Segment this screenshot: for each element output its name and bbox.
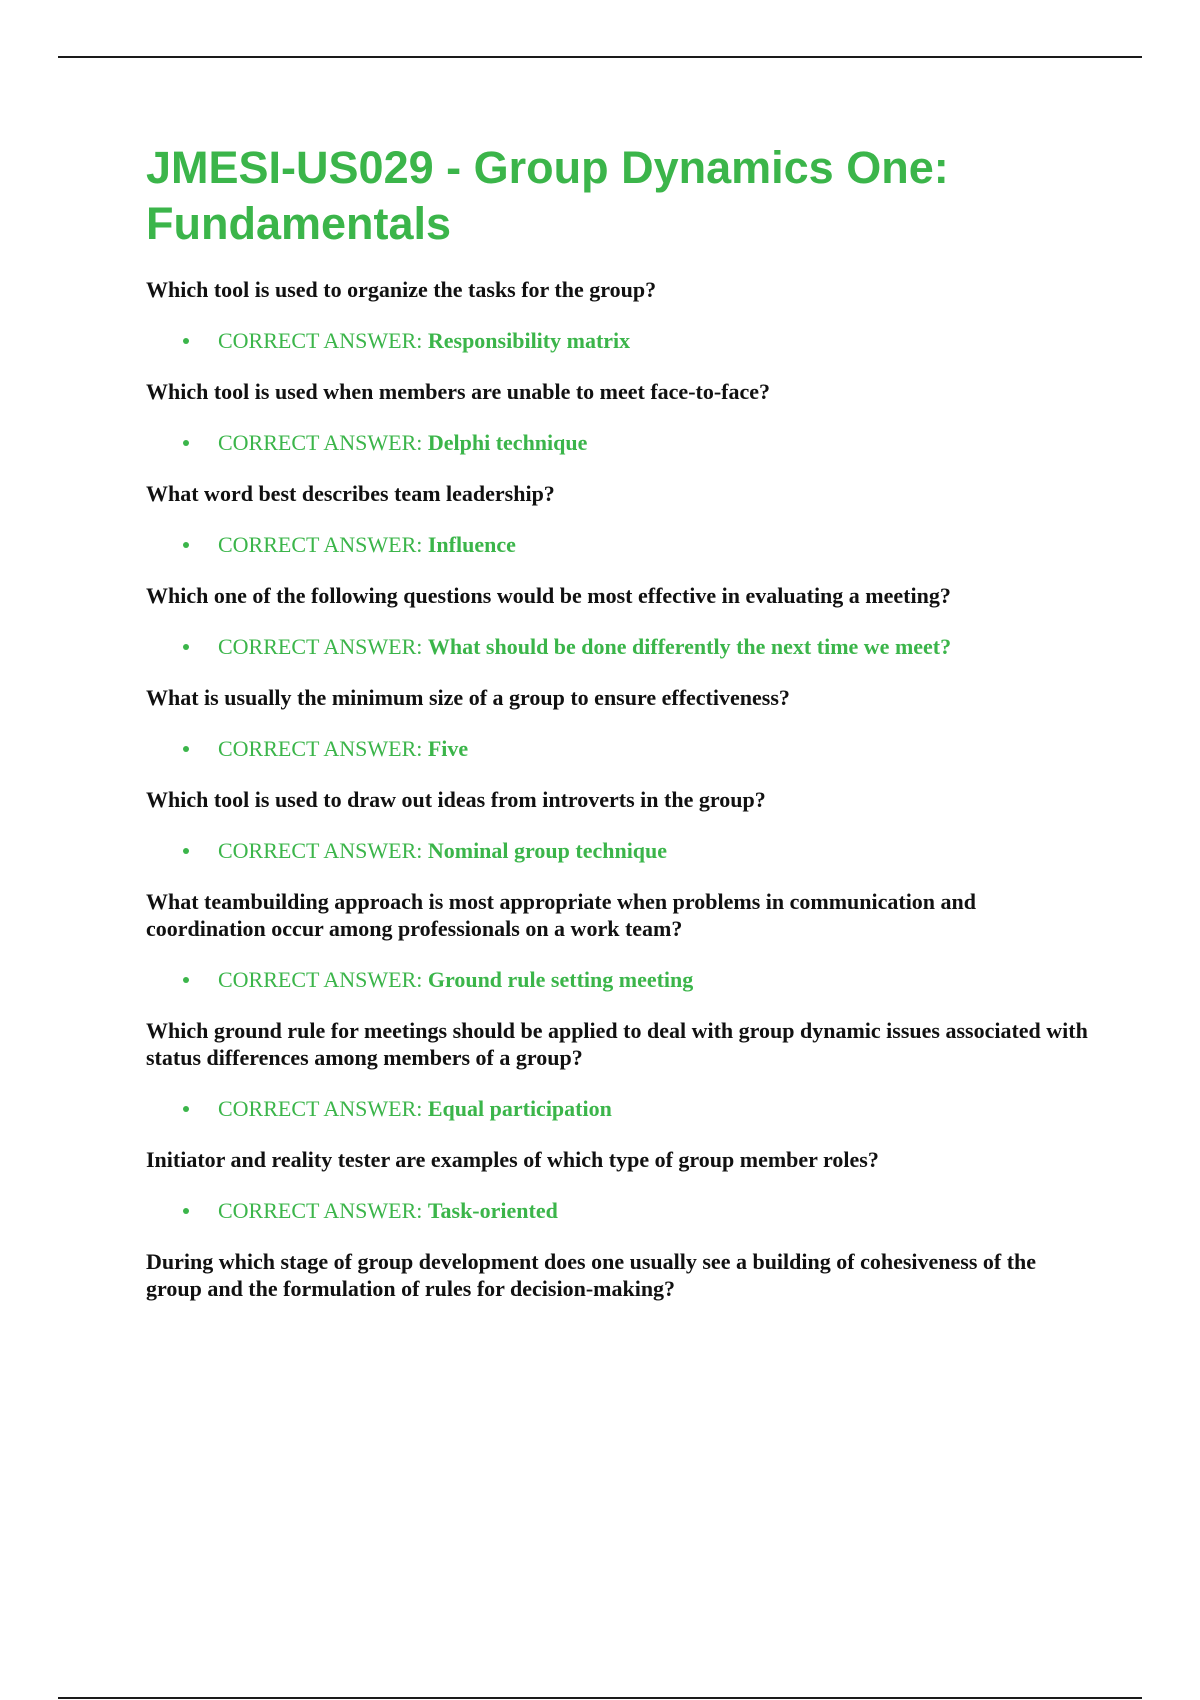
qa-item (146, 480, 1096, 558)
header-rule (58, 56, 1142, 58)
answer-list (146, 966, 1096, 993)
qa-item (146, 888, 1096, 993)
answer-item (146, 837, 1096, 864)
bullet-icon (183, 1208, 189, 1214)
question-text: What word best describes team leadership? (146, 481, 555, 506)
document-body (146, 140, 1096, 1302)
bullet-icon (183, 746, 189, 752)
answer-item (146, 966, 1096, 993)
answer-item (146, 327, 1096, 354)
answer-prefix: CORRECT ANSWER: (218, 1198, 423, 1223)
bullet-icon (183, 848, 189, 854)
bullet-icon (183, 1106, 189, 1112)
qa-item (146, 1248, 1096, 1302)
qa-item (146, 276, 1096, 354)
answer-prefix: CORRECT ANSWER: (218, 967, 423, 992)
answer-list (146, 1197, 1096, 1224)
answer-value: Equal participation (427, 1096, 612, 1121)
question-text: Which tool is used to draw out ideas from introverts in the group? (146, 787, 766, 812)
answer-value: Task-oriented (427, 1198, 558, 1223)
question-text: Initiator and reality tester are examples of which type of group member roles? (146, 1147, 879, 1172)
answer-item (146, 531, 1096, 558)
answer-value: Nominal group technique (427, 838, 668, 863)
qa-item (146, 786, 1096, 864)
answer-prefix: CORRECT ANSWER: (218, 532, 423, 557)
answer-item (146, 735, 1096, 762)
document-title: JMESI-US029 - Group Dynamics One: Fundamentals (146, 142, 949, 249)
footer-rule (58, 1697, 1142, 1699)
qa-item (146, 684, 1096, 762)
qa-item (146, 1017, 1096, 1122)
qa-item (146, 1146, 1096, 1224)
answer-value: Responsibility matrix (427, 328, 631, 353)
answer-item (146, 429, 1096, 456)
answer-item (146, 1095, 1096, 1122)
answer-item (146, 633, 1096, 660)
bullet-icon (183, 542, 189, 548)
answer-value: Delphi technique (427, 430, 588, 455)
answer-prefix: CORRECT ANSWER: (218, 634, 423, 659)
answer-prefix: CORRECT ANSWER: (218, 430, 423, 455)
answer-item (146, 1197, 1096, 1224)
answer-value: Influence (427, 532, 516, 557)
qa-item (146, 582, 1096, 660)
question-text: Which one of the following questions would be most effective in evaluating a meeting? (146, 583, 951, 608)
question-text: Which tool is used when members are unable to meet face-to-face? (146, 379, 771, 404)
answer-value: Five (427, 736, 469, 761)
answer-prefix: CORRECT ANSWER: (218, 328, 423, 353)
answer-prefix: CORRECT ANSWER: (218, 838, 423, 863)
answer-list (146, 429, 1096, 456)
answer-prefix: CORRECT ANSWER: (218, 736, 423, 761)
bullet-icon (183, 644, 189, 650)
answer-list (146, 633, 1096, 660)
answer-list (146, 327, 1096, 354)
question-text: Which tool is used to organize the tasks for the group? (146, 277, 657, 302)
bullet-icon (183, 977, 189, 983)
answer-list (146, 1095, 1096, 1122)
qa-item (146, 378, 1096, 456)
question-text: What is usually the minimum size of a group to ensure effectiveness? (146, 685, 790, 710)
answer-value: What should be done differently the next time we meet? (427, 634, 952, 659)
answer-list (146, 837, 1096, 864)
question-text: What teambuilding approach is most appropriate when problems in communication and coordination occur among professionals on a work team? (146, 889, 977, 941)
question-text: Which ground rule for meetings should be applied to deal with group dynamic issues associated with status differences among members of a group? (146, 1018, 1088, 1070)
answer-list (146, 531, 1096, 558)
bullet-icon (183, 338, 189, 344)
answer-list (146, 735, 1096, 762)
bullet-icon (183, 440, 189, 446)
answer-prefix: CORRECT ANSWER: (218, 1096, 423, 1121)
answer-value: Ground rule setting meeting (427, 967, 694, 992)
question-text: During which stage of group development does one usually see a building of cohesiveness of the group and the formulation of rules for decision-making? (146, 1249, 1037, 1301)
